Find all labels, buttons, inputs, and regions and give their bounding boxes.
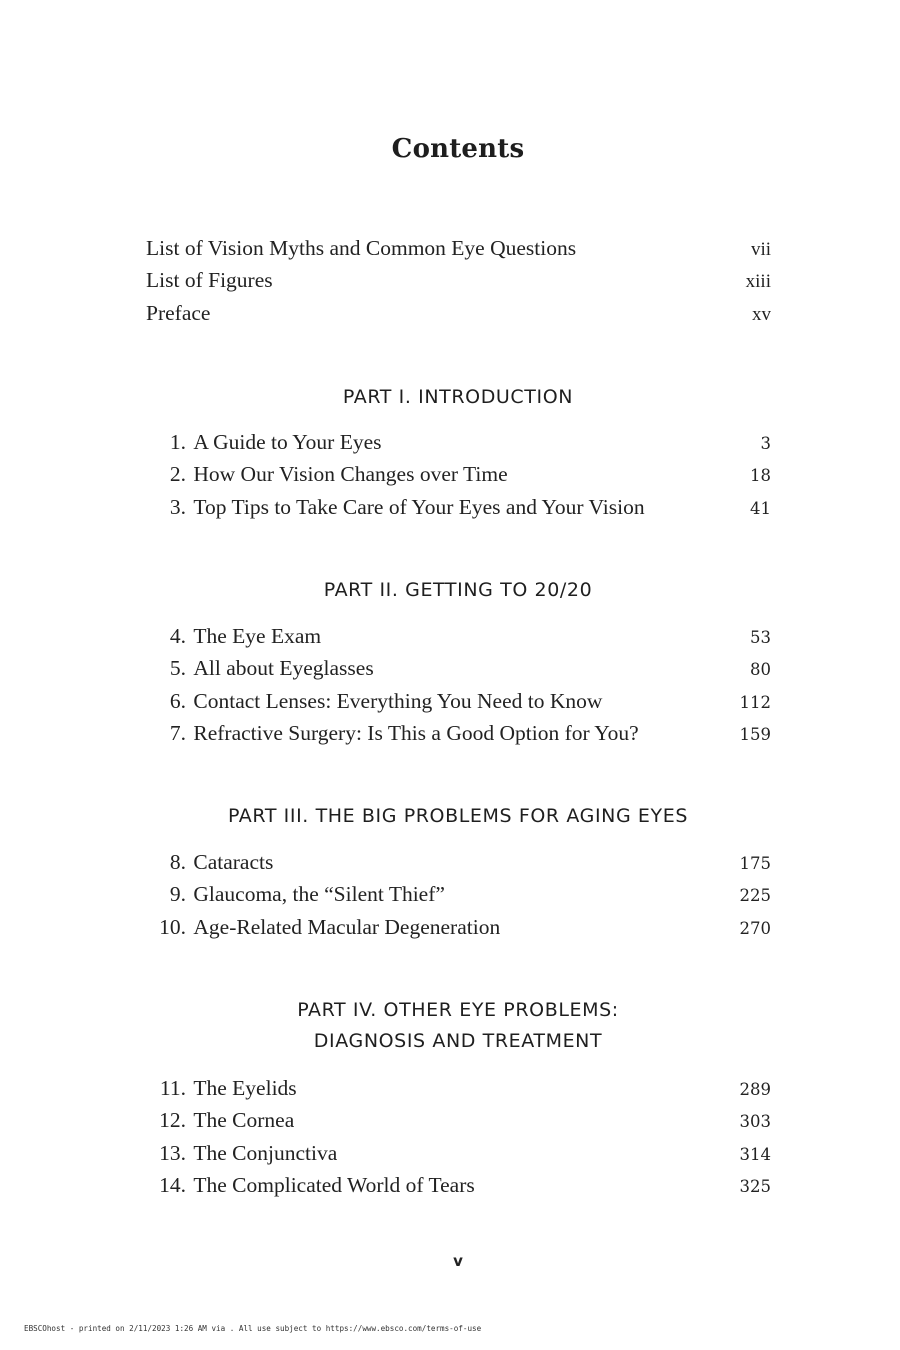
toc-entry-page: 159 bbox=[739, 724, 771, 744]
toc-entry-title: List of Figures bbox=[146, 268, 273, 293]
chapter-number: 1. bbox=[169, 430, 186, 454]
toc-entry[interactable] bbox=[146, 656, 771, 688]
part-heading bbox=[0, 382, 900, 413]
toc-entry-page: 314 bbox=[739, 1144, 771, 1164]
toc-entry[interactable] bbox=[146, 430, 771, 462]
toc-entry-title: The Complicated World of Tears bbox=[193, 1172, 475, 1197]
toc-entry-page: 325 bbox=[739, 1176, 771, 1196]
toc-entry-title: List of Vision Myths and Common Eye Questions bbox=[146, 236, 577, 260]
page-number: v bbox=[453, 1252, 463, 1270]
part-chapter-list bbox=[146, 430, 771, 527]
part-heading-line: PART II. GETTING TO 20/20 bbox=[323, 579, 593, 601]
part-heading-line: PART IV. OTHER EYE PROBLEMS: bbox=[297, 999, 619, 1021]
chapter-number: 3. bbox=[169, 494, 186, 519]
toc-entry[interactable] bbox=[146, 301, 771, 333]
part-chapter-list bbox=[146, 624, 771, 753]
toc-entry[interactable] bbox=[146, 268, 771, 300]
toc-entry[interactable] bbox=[146, 1108, 771, 1140]
toc-entry[interactable] bbox=[146, 1076, 771, 1108]
toc-entry-title: All about Eyeglasses bbox=[193, 656, 374, 681]
toc-entry-title: Refractive Surgery: Is This a Good Option for You? bbox=[193, 720, 639, 745]
chapter-number: 8. bbox=[169, 850, 186, 874]
toc-entry-page: 41 bbox=[750, 498, 771, 518]
toc-entry[interactable] bbox=[146, 495, 771, 527]
toc-entry-title: Preface bbox=[146, 300, 211, 325]
toc-entry-page: 80 bbox=[750, 660, 771, 680]
toc-entry[interactable] bbox=[146, 624, 771, 656]
toc-entry[interactable] bbox=[146, 462, 771, 494]
part-heading bbox=[0, 801, 900, 832]
chapter-number: 5. bbox=[169, 656, 186, 681]
toc-entry[interactable] bbox=[146, 689, 771, 721]
toc-entry-title: How Our Vision Changes over Time bbox=[193, 462, 508, 487]
part-heading-line: PART III. THE BIG PROBLEMS FOR AGING EYES bbox=[227, 805, 689, 827]
part-chapter-list bbox=[146, 850, 771, 947]
toc-entry[interactable] bbox=[146, 882, 771, 914]
toc-entry-page: 112 bbox=[739, 692, 771, 712]
part-chapter-list bbox=[146, 1076, 771, 1205]
toc-entry[interactable] bbox=[146, 915, 771, 947]
chapter-number: 13. bbox=[159, 1140, 186, 1165]
chapter-number: 10. bbox=[159, 914, 186, 939]
toc-entry-title: Glaucoma, the “Silent Thief” bbox=[193, 882, 445, 907]
chapter-number: 14. bbox=[159, 1172, 186, 1197]
toc-entry[interactable] bbox=[146, 721, 771, 753]
toc-entry-title: The Eyelids bbox=[193, 1076, 297, 1100]
toc-entry-page: 303 bbox=[739, 1112, 771, 1132]
toc-entry-page: 175 bbox=[739, 854, 771, 873]
chapter-number: 11. bbox=[159, 1076, 186, 1100]
toc-entry-title: Cataracts bbox=[193, 850, 274, 874]
toc-entry-page: 18 bbox=[750, 466, 771, 486]
toc-entry-page: vii bbox=[750, 239, 771, 260]
toc-entry-title: The Cornea bbox=[193, 1108, 295, 1133]
toc-entry-page: 53 bbox=[750, 628, 771, 647]
page-title: Contents bbox=[391, 134, 525, 164]
chapter-number: 7. bbox=[169, 720, 186, 745]
toc-entry-title: The Conjunctiva bbox=[193, 1140, 338, 1165]
toc-entry-title: Top Tips to Take Care of Your Eyes and Your Vision bbox=[193, 494, 645, 519]
toc-entry[interactable] bbox=[146, 1173, 771, 1205]
toc-entry-page: xiii bbox=[745, 271, 771, 293]
toc-entry[interactable] bbox=[146, 236, 771, 268]
toc-entry-page: 289 bbox=[739, 1080, 771, 1099]
part-heading bbox=[0, 575, 900, 606]
toc-entry-page: 270 bbox=[739, 918, 771, 938]
toc-entry-page: 225 bbox=[739, 886, 771, 906]
toc-entry-title: A Guide to Your Eyes bbox=[193, 430, 382, 454]
chapter-number: 2. bbox=[169, 462, 186, 487]
part-heading bbox=[0, 995, 900, 1057]
toc-entry-title: The Eye Exam bbox=[193, 624, 322, 648]
toc-entry[interactable] bbox=[146, 1141, 771, 1173]
chapter-number: 4. bbox=[169, 624, 186, 648]
toc-entry-title: Contact Lenses: Everything You Need to Know bbox=[193, 688, 603, 713]
chapter-number: 12. bbox=[159, 1108, 186, 1133]
front-matter-list bbox=[146, 236, 771, 333]
toc-entry-page: 3 bbox=[760, 434, 771, 453]
print-footer: EBSCOhost - printed on 2/11/2023 1:26 AM via . All use subject to https://www.ebsco.com/terms-of-use bbox=[24, 1324, 482, 1333]
part-heading-line: PART I. INTRODUCTION bbox=[342, 386, 574, 408]
chapter-number: 6. bbox=[169, 688, 186, 713]
toc-entry-page: xv bbox=[752, 303, 771, 325]
part-heading-line: DIAGNOSIS AND TREATMENT bbox=[313, 1030, 603, 1052]
toc-entry-title: Age-Related Macular Degeneration bbox=[193, 914, 501, 939]
chapter-number: 9. bbox=[169, 882, 186, 907]
toc-entry[interactable] bbox=[146, 850, 771, 882]
